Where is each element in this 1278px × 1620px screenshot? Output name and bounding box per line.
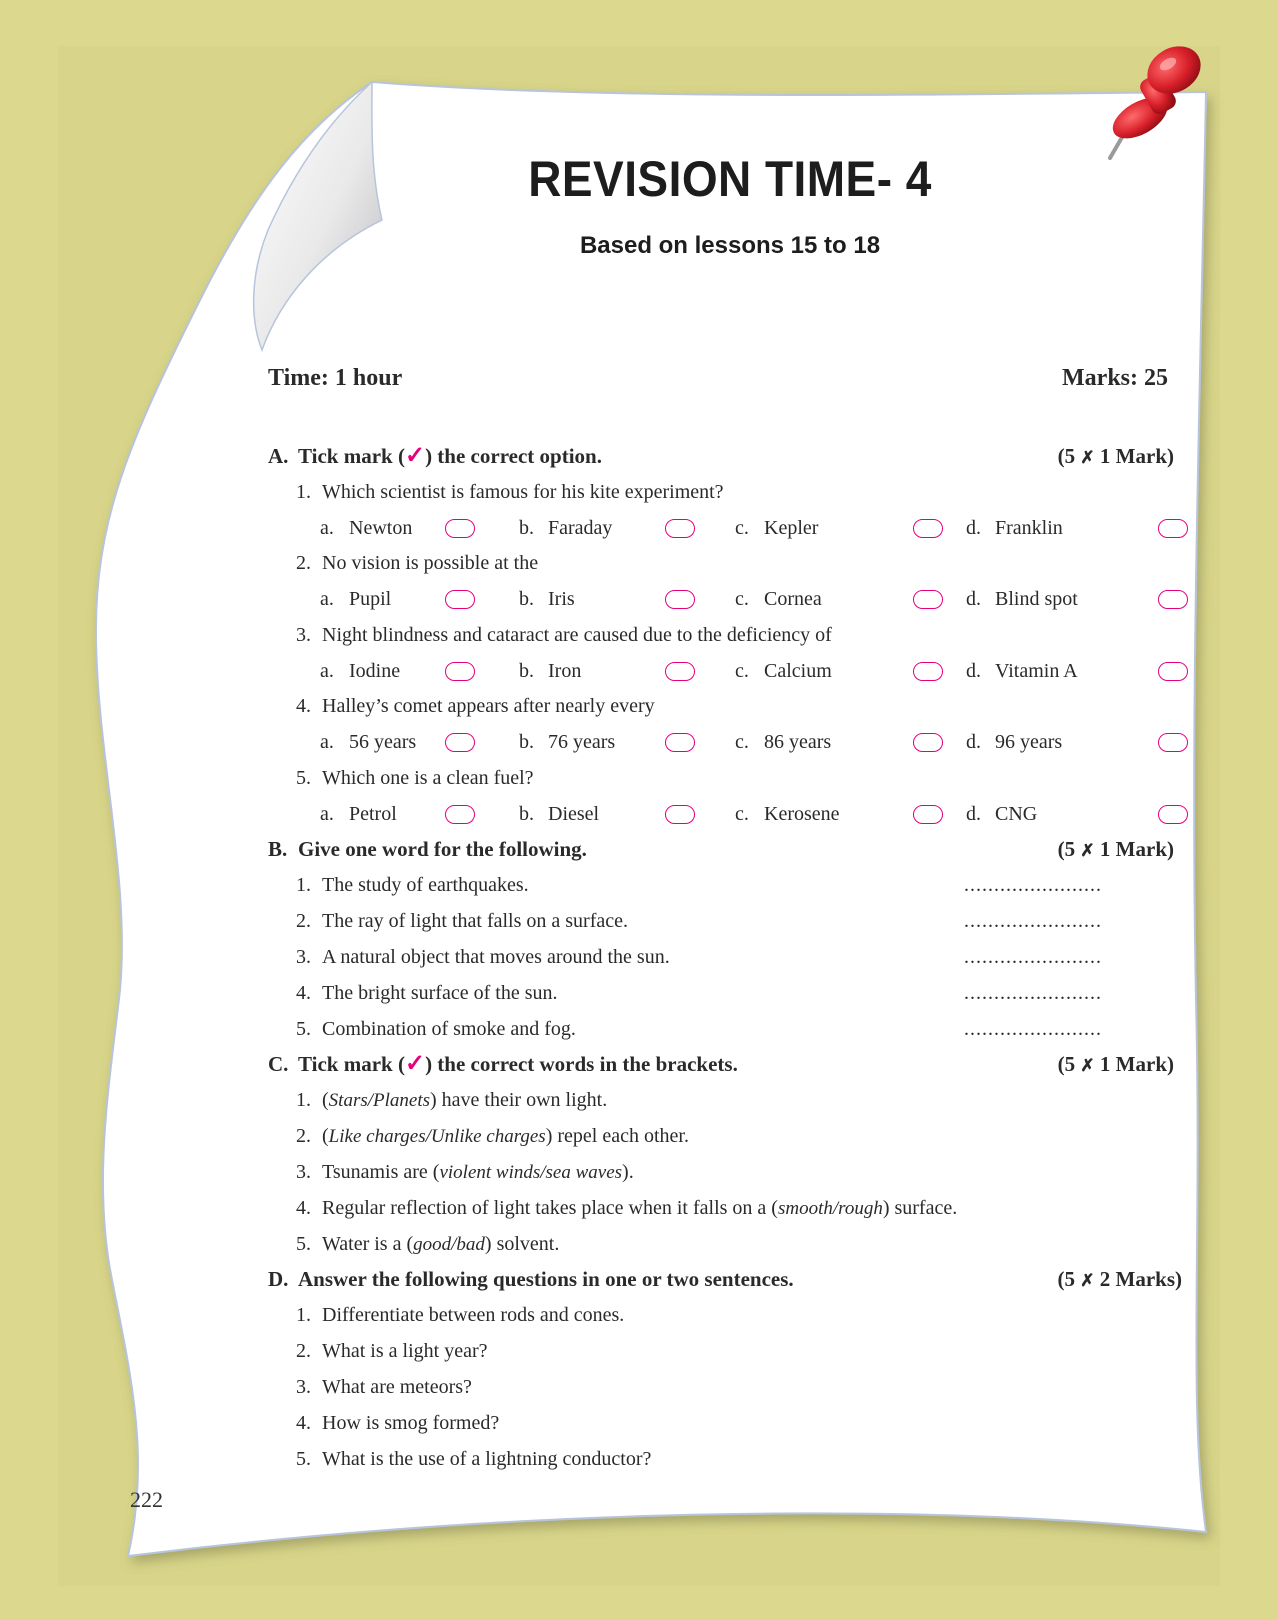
option-text: Iron bbox=[548, 660, 582, 682]
option-text: Calcium bbox=[764, 660, 832, 682]
option-d bbox=[966, 799, 1037, 829]
cross-icon: ✗ bbox=[1080, 1056, 1095, 1075]
option-b bbox=[519, 513, 612, 543]
option-text: Vitamin A bbox=[995, 660, 1078, 682]
word-choice[interactable]: smooth/rough bbox=[777, 1198, 883, 1219]
question-text: What is the use of a lightning conductor? bbox=[322, 1448, 652, 1470]
question-c3 bbox=[296, 1157, 1216, 1187]
question-number: 3. bbox=[296, 1376, 311, 1398]
question-text: ) surface. bbox=[882, 1197, 958, 1219]
option-text: 96 years bbox=[995, 731, 1063, 753]
cross-icon: ✗ bbox=[1080, 841, 1095, 860]
marks-label: Marks: 25 bbox=[1062, 365, 1168, 391]
answer-oval-c[interactable] bbox=[913, 805, 943, 824]
question-text: Which scientist is famous for his kite experiment? bbox=[322, 481, 724, 503]
question-a2 bbox=[296, 548, 1216, 578]
section-letter: B. bbox=[268, 837, 288, 861]
option-letter: a. bbox=[320, 588, 334, 610]
question-text: Tsunamis are ( bbox=[322, 1161, 440, 1183]
option-letter: d. bbox=[966, 588, 981, 610]
answer-oval-d[interactable] bbox=[1158, 662, 1188, 681]
options-a5 bbox=[320, 799, 1200, 829]
option-d bbox=[966, 584, 1078, 614]
section-letter: D. bbox=[268, 1267, 289, 1291]
question-d3 bbox=[296, 1372, 1216, 1402]
question-number: 5. bbox=[296, 1233, 311, 1255]
option-b bbox=[519, 656, 581, 686]
question-c1 bbox=[296, 1085, 1216, 1115]
answer-oval-b[interactable] bbox=[665, 805, 695, 824]
options-a4 bbox=[320, 727, 1200, 757]
option-a bbox=[320, 799, 397, 829]
word-choice[interactable]: Like charges/Unlike charges bbox=[328, 1126, 546, 1147]
option-c bbox=[735, 656, 832, 686]
option-d bbox=[966, 513, 1063, 543]
option-text: 76 years bbox=[548, 731, 616, 753]
option-letter: a. bbox=[320, 660, 334, 682]
question-number: 1. bbox=[296, 1304, 311, 1326]
section-marks bbox=[1058, 441, 1174, 473]
section-marks bbox=[1058, 1049, 1174, 1081]
answer-oval-d[interactable] bbox=[1158, 590, 1188, 609]
section-c-heading bbox=[268, 1049, 1180, 1079]
question-number: 1. bbox=[296, 481, 311, 503]
section-marks bbox=[1058, 834, 1174, 866]
question-number: 2. bbox=[296, 552, 311, 574]
section-title-part: ) the correct option. bbox=[425, 444, 602, 468]
question-number: 3. bbox=[296, 946, 311, 968]
option-b bbox=[519, 727, 615, 757]
section-letter: C. bbox=[268, 1052, 289, 1076]
section-b-heading bbox=[268, 834, 1180, 864]
option-letter: b. bbox=[519, 731, 534, 753]
question-text: No vision is possible at the bbox=[322, 552, 539, 574]
marks-part: 2 Marks) bbox=[1099, 1267, 1182, 1291]
question-number: 3. bbox=[296, 1161, 311, 1183]
option-c bbox=[735, 584, 822, 614]
question-number: 4. bbox=[296, 1197, 311, 1219]
option-a bbox=[320, 727, 416, 757]
option-text: Petrol bbox=[349, 803, 397, 825]
question-text: Differentiate between rods and cones. bbox=[322, 1304, 625, 1326]
question-text: ) solvent. bbox=[484, 1233, 560, 1255]
option-letter: c. bbox=[735, 517, 749, 539]
option-a bbox=[320, 584, 391, 614]
question-a1 bbox=[296, 477, 1216, 507]
section-letter: A. bbox=[268, 444, 289, 468]
answer-oval-b[interactable] bbox=[665, 590, 695, 609]
option-letter: b. bbox=[519, 588, 534, 610]
option-letter: d. bbox=[966, 803, 981, 825]
option-text: Iris bbox=[548, 588, 575, 610]
question-text: The bright surface of the sun. bbox=[322, 982, 558, 1004]
question-number: 5. bbox=[296, 1448, 311, 1470]
word-choice[interactable]: Stars/Planets bbox=[328, 1090, 431, 1111]
question-b1 bbox=[296, 870, 1216, 900]
option-text: Kerosene bbox=[764, 803, 840, 825]
option-c bbox=[735, 727, 831, 757]
marks-part: (5 bbox=[1057, 837, 1076, 861]
answer-blank[interactable]: ....................... bbox=[964, 946, 1102, 968]
question-b3 bbox=[296, 942, 1216, 972]
answer-oval-a[interactable] bbox=[445, 519, 475, 538]
option-letter: b. bbox=[519, 517, 534, 539]
section-title-part: Tick mark ( bbox=[298, 444, 405, 468]
option-b bbox=[519, 799, 599, 829]
question-text: What are meteors? bbox=[322, 1376, 472, 1398]
question-number: 1. bbox=[296, 874, 311, 896]
answer-oval-a[interactable] bbox=[445, 662, 475, 681]
option-text: 56 years bbox=[349, 731, 417, 753]
question-text: Which one is a clean fuel? bbox=[322, 767, 534, 789]
section-title-part: Tick mark ( bbox=[298, 1052, 405, 1076]
question-d2 bbox=[296, 1336, 1216, 1366]
option-letter: c. bbox=[735, 588, 749, 610]
option-letter: b. bbox=[519, 803, 534, 825]
option-d bbox=[966, 727, 1062, 757]
marks-part: 1 Mark) bbox=[1099, 837, 1174, 861]
answer-oval-d[interactable] bbox=[1158, 805, 1188, 824]
option-c bbox=[735, 799, 840, 829]
answer-blank[interactable]: ....................... bbox=[964, 982, 1102, 1004]
page-number: 222 bbox=[130, 1487, 163, 1512]
option-text: Cornea bbox=[764, 588, 822, 610]
tick-icon: ✓ bbox=[404, 1051, 426, 1077]
question-text: ). bbox=[622, 1161, 634, 1183]
question-text: ( bbox=[322, 1089, 329, 1111]
time-label: Time: 1 hour bbox=[268, 365, 403, 391]
answer-oval-c[interactable] bbox=[913, 519, 943, 538]
answer-oval-c[interactable] bbox=[913, 662, 943, 681]
question-text: How is smog formed? bbox=[322, 1412, 500, 1434]
question-a3 bbox=[296, 620, 1216, 650]
option-letter: c. bbox=[735, 731, 749, 753]
section-title-part: ) the correct words in the brackets. bbox=[425, 1052, 738, 1076]
option-text: Pupil bbox=[349, 588, 392, 610]
cross-icon: ✗ bbox=[1080, 448, 1095, 467]
option-letter: a. bbox=[320, 803, 334, 825]
question-text: A natural object that moves around the sun. bbox=[322, 946, 670, 968]
marks-part: 1 Mark) bbox=[1099, 444, 1174, 468]
word-choice[interactable]: violent winds/sea waves bbox=[439, 1162, 623, 1183]
question-text: The ray of light that falls on a surface. bbox=[322, 910, 628, 932]
answer-oval-b[interactable] bbox=[665, 519, 695, 538]
option-c bbox=[735, 513, 818, 543]
answer-oval-c[interactable] bbox=[913, 590, 943, 609]
question-text: What is a light year? bbox=[322, 1340, 488, 1362]
page-subtitle: Based on lessons 15 to 18 bbox=[579, 232, 881, 259]
marks-part: (5 bbox=[1057, 1267, 1075, 1291]
option-letter: d. bbox=[966, 517, 981, 539]
page-title: REVISION TIME- 4 bbox=[528, 151, 932, 207]
question-d4 bbox=[296, 1408, 1216, 1438]
option-letter: d. bbox=[966, 660, 981, 682]
section-a-heading bbox=[268, 441, 1180, 471]
tick-icon: ✓ bbox=[404, 443, 426, 469]
question-number: 5. bbox=[296, 767, 311, 789]
answer-oval-c[interactable] bbox=[913, 733, 943, 752]
cross-icon: ✗ bbox=[1080, 1271, 1095, 1290]
question-number: 1. bbox=[296, 1089, 311, 1111]
question-number: 4. bbox=[296, 695, 311, 717]
option-letter: c. bbox=[735, 660, 749, 682]
section-title: Give one word for the following. bbox=[298, 837, 587, 861]
question-number: 4. bbox=[296, 982, 311, 1004]
section-d-heading bbox=[268, 1264, 1180, 1294]
option-text: Blind spot bbox=[995, 588, 1078, 610]
question-number: 5. bbox=[296, 1018, 311, 1040]
option-a bbox=[320, 656, 400, 686]
question-text: Combination of smoke and fog. bbox=[322, 1018, 576, 1040]
answer-oval-a[interactable] bbox=[445, 733, 475, 752]
marks-part: 1 Mark) bbox=[1099, 1052, 1174, 1076]
option-text: Newton bbox=[349, 517, 413, 539]
question-d1 bbox=[296, 1300, 1216, 1330]
question-a4 bbox=[296, 691, 1216, 721]
question-text: ( bbox=[322, 1125, 329, 1147]
section-title: Answer the following questions in one or two sentences. bbox=[298, 1267, 794, 1291]
question-a5 bbox=[296, 763, 1216, 793]
answer-oval-a[interactable] bbox=[445, 805, 475, 824]
option-letter: b. bbox=[519, 660, 534, 682]
question-d5 bbox=[296, 1444, 1216, 1474]
option-letter: c. bbox=[735, 803, 749, 825]
answer-oval-b[interactable] bbox=[665, 662, 695, 681]
options-a3 bbox=[320, 656, 1200, 686]
option-text: Iodine bbox=[349, 660, 401, 682]
option-letter: a. bbox=[320, 731, 334, 753]
marks-part: (5 bbox=[1057, 444, 1076, 468]
question-c4 bbox=[296, 1193, 1216, 1223]
answer-oval-a[interactable] bbox=[445, 590, 475, 609]
option-a bbox=[320, 513, 412, 543]
question-c2 bbox=[296, 1121, 1216, 1151]
question-c5 bbox=[296, 1229, 1216, 1259]
answer-blank[interactable]: ....................... bbox=[964, 910, 1102, 932]
marks-part: (5 bbox=[1057, 1052, 1076, 1076]
section-marks bbox=[1058, 1264, 1183, 1296]
question-b5 bbox=[296, 1014, 1216, 1044]
option-text: Franklin bbox=[995, 517, 1063, 539]
question-number: 2. bbox=[296, 1340, 311, 1362]
question-number: 4. bbox=[296, 1412, 311, 1434]
question-number: 2. bbox=[296, 910, 311, 932]
option-text: 86 years bbox=[764, 731, 832, 753]
question-number: 2. bbox=[296, 1125, 311, 1147]
question-text: Regular reflection of light takes place when it falls on a ( bbox=[322, 1197, 778, 1219]
question-text: Night blindness and cataract are caused due to the deficiency of bbox=[322, 624, 832, 646]
question-text: Water is a ( bbox=[322, 1233, 414, 1255]
options-a1 bbox=[320, 513, 1200, 543]
option-b bbox=[519, 584, 575, 614]
question-text: ) repel each other. bbox=[545, 1125, 689, 1147]
options-a2 bbox=[320, 584, 1200, 614]
answer-oval-d[interactable] bbox=[1158, 519, 1188, 538]
question-b2 bbox=[296, 906, 1216, 936]
answer-oval-b[interactable] bbox=[665, 733, 695, 752]
option-text: Kepler bbox=[764, 517, 819, 539]
answer-blank[interactable]: ....................... bbox=[964, 874, 1102, 896]
option-letter: d. bbox=[966, 731, 981, 753]
option-text: CNG bbox=[995, 803, 1038, 825]
option-letter: a. bbox=[320, 517, 334, 539]
word-choice[interactable]: good/bad bbox=[413, 1234, 485, 1255]
question-number: 3. bbox=[296, 624, 311, 646]
option-text: Faraday bbox=[548, 517, 613, 539]
option-text: Diesel bbox=[548, 803, 600, 825]
answer-blank[interactable]: ....................... bbox=[964, 1018, 1102, 1040]
question-b4 bbox=[296, 978, 1216, 1008]
question-text: ) have their own light. bbox=[430, 1089, 608, 1111]
question-text: The study of earthquakes. bbox=[322, 874, 529, 896]
answer-oval-d[interactable] bbox=[1158, 733, 1188, 752]
question-text: Halley’s comet appears after nearly every bbox=[322, 695, 655, 717]
option-d bbox=[966, 656, 1078, 686]
